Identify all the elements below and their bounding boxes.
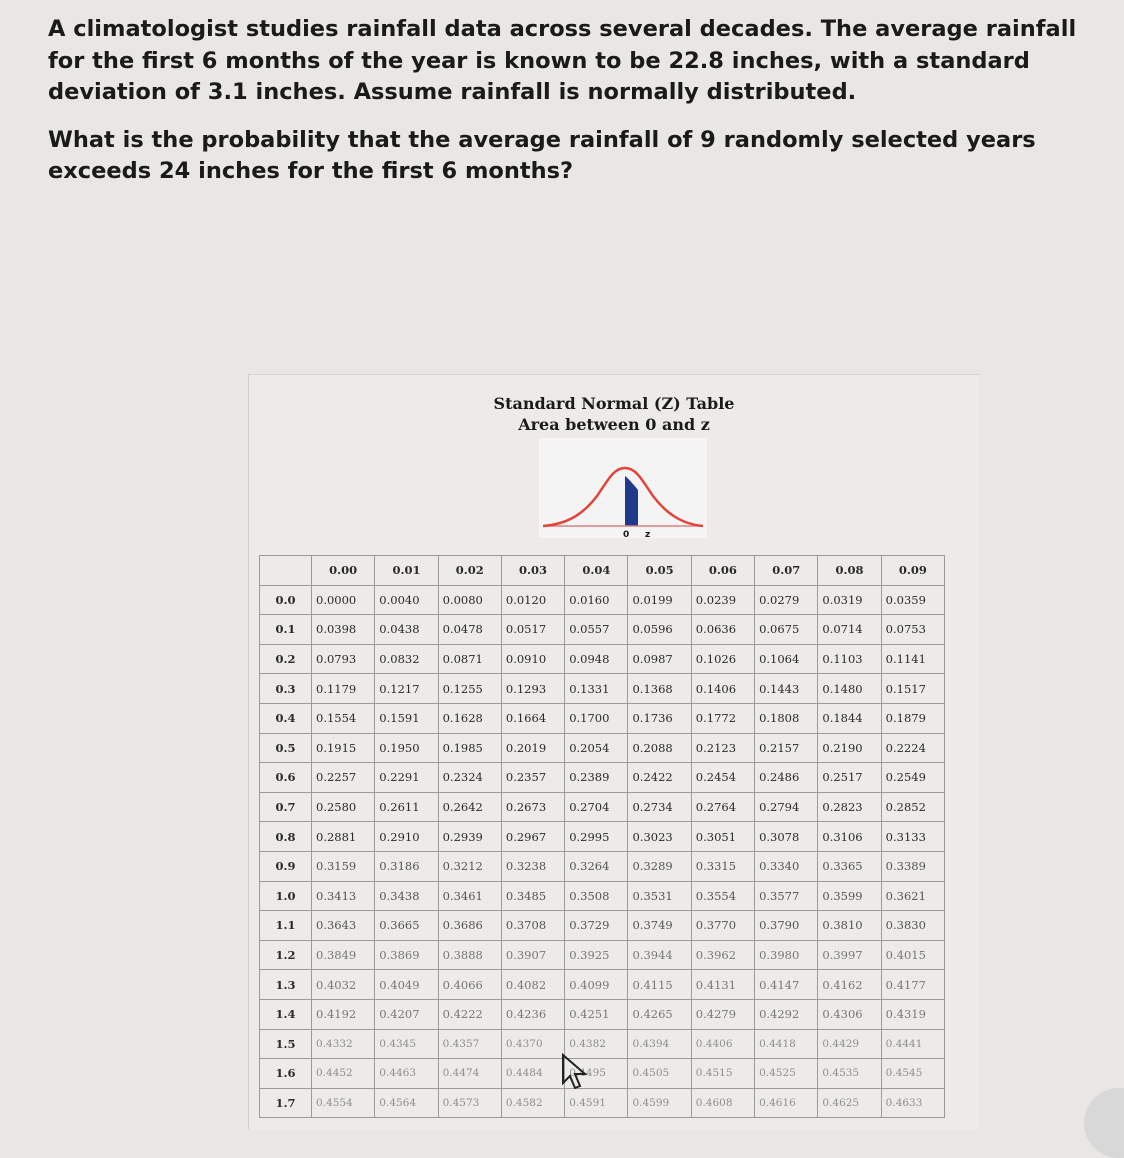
table-cell: 0.3944 (628, 940, 691, 970)
table-cell: 0.4192 (312, 999, 375, 1029)
row-header: 1.7 (260, 1088, 312, 1118)
table-row (260, 851, 945, 881)
table-cell: 0.1915 (312, 733, 375, 763)
table-cell: 0.2673 (501, 792, 564, 822)
table-cell: 0.1554 (312, 703, 375, 733)
table-row (260, 881, 945, 911)
column-header: 0.03 (501, 556, 564, 586)
z-table (259, 555, 945, 1118)
table-cell: 0.4251 (565, 999, 628, 1029)
table-cell: 0.3554 (691, 881, 754, 911)
table-cell: 0.0080 (438, 585, 501, 615)
table-cell: 0.0517 (501, 615, 564, 645)
table-cell: 0.2881 (312, 822, 375, 852)
column-header: 0.02 (438, 556, 501, 586)
table-cell: 0.3907 (501, 940, 564, 970)
table-cell: 0.4441 (881, 1029, 944, 1059)
table-cell: 0.0398 (312, 615, 375, 645)
table-cell: 0.3264 (565, 851, 628, 881)
table-cell: 0.0871 (438, 644, 501, 674)
table-cell: 0.1480 (818, 674, 881, 704)
table-cell: 0.3485 (501, 881, 564, 911)
normal-curve-diagram (539, 438, 707, 538)
table-cell: 0.3413 (312, 881, 375, 911)
table-cell: 0.4525 (755, 1059, 818, 1089)
table-cell: 0.1141 (881, 644, 944, 674)
table-cell: 0.2123 (691, 733, 754, 763)
table-cell: 0.4265 (628, 999, 691, 1029)
table-cell: 0.3212 (438, 851, 501, 881)
z-table-header-row (260, 556, 945, 586)
table-cell: 0.2517 (818, 763, 881, 793)
z-table-card (248, 374, 979, 1129)
table-cell: 0.3708 (501, 911, 564, 941)
column-header: 0.06 (691, 556, 754, 586)
row-header: 1.4 (260, 999, 312, 1029)
table-cell: 0.1700 (565, 703, 628, 733)
table-row (260, 644, 945, 674)
table-cell: 0.4625 (818, 1088, 881, 1118)
table-cell: 0.3869 (375, 940, 438, 970)
table-row (260, 999, 945, 1029)
table-cell: 0.4554 (312, 1088, 375, 1118)
table-cell: 0.4049 (375, 970, 438, 1000)
table-cell: 0.4131 (691, 970, 754, 1000)
table-cell: 0.3577 (755, 881, 818, 911)
table-cell: 0.2257 (312, 763, 375, 793)
table-cell: 0.3962 (691, 940, 754, 970)
table-cell: 0.4370 (501, 1029, 564, 1059)
table-cell: 0.3925 (565, 940, 628, 970)
table-cell: 0.4162 (818, 970, 881, 1000)
table-cell: 0.3790 (755, 911, 818, 941)
curve-background (539, 438, 707, 538)
table-cell: 0.4222 (438, 999, 501, 1029)
table-cell: 0.2357 (501, 763, 564, 793)
table-cell: 0.1179 (312, 674, 375, 704)
row-header: 0.1 (260, 615, 312, 645)
question-context: A climatologist studies rainfall data across several decades. The average rainfall for the first 6 months of the year is known to be 22.8 inches, with a standard deviation of 3.1 inches. Assume rainfall is normally distributed. (48, 16, 1077, 105)
column-header: 0.00 (312, 556, 375, 586)
table-cell: 0.0040 (375, 585, 438, 615)
table-cell: 0.4564 (375, 1088, 438, 1118)
table-cell: 0.4394 (628, 1029, 691, 1059)
table-cell: 0.2995 (565, 822, 628, 852)
table-cell: 0.3186 (375, 851, 438, 881)
question-prompt: What is the probability that the average rainfall of 9 randomly selected years exceeds 24 inches for the first 6 months? (48, 126, 1036, 184)
table-cell: 0.3686 (438, 911, 501, 941)
column-header: 0.07 (755, 556, 818, 586)
table-cell: 0.0987 (628, 644, 691, 674)
table-cell: 0.2611 (375, 792, 438, 822)
table-cell: 0.1064 (755, 644, 818, 674)
table-cell: 0.0832 (375, 644, 438, 674)
table-cell: 0.0596 (628, 615, 691, 645)
table-row (260, 674, 945, 704)
table-cell: 0.4066 (438, 970, 501, 1000)
column-header: 0.08 (818, 556, 881, 586)
table-cell: 0.3238 (501, 851, 564, 881)
table-cell: 0.2642 (438, 792, 501, 822)
row-header: 0.3 (260, 674, 312, 704)
table-cell: 0.0557 (565, 615, 628, 645)
table-cell: 0.4474 (438, 1059, 501, 1089)
table-cell: 0.3665 (375, 911, 438, 941)
table-cell: 0.3461 (438, 881, 501, 911)
table-cell: 0.4429 (818, 1029, 881, 1059)
table-cell: 0.1443 (755, 674, 818, 704)
table-cell: 0.0199 (628, 585, 691, 615)
row-header: 0.4 (260, 703, 312, 733)
table-cell: 0.3810 (818, 911, 881, 941)
column-header: 0.05 (628, 556, 691, 586)
table-cell: 0.2734 (628, 792, 691, 822)
table-row (260, 792, 945, 822)
table-cell: 0.4573 (438, 1088, 501, 1118)
table-cell: 0.1985 (438, 733, 501, 763)
table-cell: 0.2823 (818, 792, 881, 822)
table-cell: 0.1331 (565, 674, 628, 704)
table-cell: 0.3159 (312, 851, 375, 881)
table-cell: 0.2852 (881, 792, 944, 822)
row-header: 1.6 (260, 1059, 312, 1089)
table-cell: 0.2704 (565, 792, 628, 822)
table-cell: 0.3508 (565, 881, 628, 911)
table-row (260, 733, 945, 763)
row-header: 1.0 (260, 881, 312, 911)
table-cell: 0.4332 (312, 1029, 375, 1059)
row-header: 0.8 (260, 822, 312, 852)
table-cell: 0.3643 (312, 911, 375, 941)
table-cell: 0.0753 (881, 615, 944, 645)
table-row (260, 911, 945, 941)
table-cell: 0.4616 (755, 1088, 818, 1118)
table-cell: 0.3729 (565, 911, 628, 941)
table-row (260, 940, 945, 970)
table-cell: 0.3997 (818, 940, 881, 970)
table-cell: 0.1517 (881, 674, 944, 704)
table-row (260, 1088, 945, 1118)
table-cell: 0.4608 (691, 1088, 754, 1118)
curve-z-label: z (645, 530, 651, 538)
curve-zero-label: 0 (623, 530, 630, 538)
row-header: 1.1 (260, 911, 312, 941)
table-cell: 0.3365 (818, 851, 881, 881)
table-row (260, 585, 945, 615)
table-cell: 0.3980 (755, 940, 818, 970)
table-cell: 0.0319 (818, 585, 881, 615)
table-cell: 0.3023 (628, 822, 691, 852)
table-cell: 0.4319 (881, 999, 944, 1029)
table-cell: 0.3599 (818, 881, 881, 911)
table-cell: 0.1950 (375, 733, 438, 763)
table-cell: 0.1591 (375, 703, 438, 733)
table-cell: 0.3106 (818, 822, 881, 852)
table-cell: 0.2019 (501, 733, 564, 763)
table-cell: 0.2190 (818, 733, 881, 763)
table-cell: 0.4082 (501, 970, 564, 1000)
table-cell: 0.4015 (881, 940, 944, 970)
row-header: 0.7 (260, 792, 312, 822)
table-row (260, 1059, 945, 1089)
table-cell: 0.2389 (565, 763, 628, 793)
table-cell: 0.1293 (501, 674, 564, 704)
table-cell: 0.4406 (691, 1029, 754, 1059)
table-cell: 0.2910 (375, 822, 438, 852)
table-cell: 0.2054 (565, 733, 628, 763)
table-cell: 0.1368 (628, 674, 691, 704)
mouse-cursor-icon (561, 1053, 591, 1093)
table-cell: 0.0675 (755, 615, 818, 645)
table-cell: 0.3849 (312, 940, 375, 970)
table-row (260, 703, 945, 733)
table-cell: 0.1664 (501, 703, 564, 733)
table-cell: 0.0948 (565, 644, 628, 674)
table-cell: 0.3133 (881, 822, 944, 852)
table-cell: 0.2454 (691, 763, 754, 793)
table-cell: 0.3830 (881, 911, 944, 941)
table-row (260, 1029, 945, 1059)
table-cell: 0.4147 (755, 970, 818, 1000)
row-header: 1.2 (260, 940, 312, 970)
table-cell: 0.1808 (755, 703, 818, 733)
z-table-heading (249, 393, 979, 435)
table-row (260, 615, 945, 645)
table-cell: 0.1406 (691, 674, 754, 704)
table-cell: 0.1736 (628, 703, 691, 733)
table-cell: 0.0636 (691, 615, 754, 645)
table-cell: 0.3621 (881, 881, 944, 911)
table-cell: 0.3289 (628, 851, 691, 881)
z-table-title: Standard Normal (Z) Table (493, 394, 735, 413)
table-cell: 0.4306 (818, 999, 881, 1029)
table-cell: 0.4495 (565, 1059, 628, 1089)
table-cell: 0.2291 (375, 763, 438, 793)
table-cell: 0.3888 (438, 940, 501, 970)
table-cell: 0.4032 (312, 970, 375, 1000)
table-cell: 0.2967 (501, 822, 564, 852)
table-cell: 0.0000 (312, 585, 375, 615)
table-cell: 0.2224 (881, 733, 944, 763)
table-cell: 0.4236 (501, 999, 564, 1029)
table-cell: 0.0359 (881, 585, 944, 615)
table-cell: 0.3389 (881, 851, 944, 881)
table-cell: 0.1879 (881, 703, 944, 733)
row-header: 1.3 (260, 970, 312, 1000)
table-cell: 0.4452 (312, 1059, 375, 1089)
table-cell: 0.2324 (438, 763, 501, 793)
table-cell: 0.4177 (881, 970, 944, 1000)
table-cell: 0.4207 (375, 999, 438, 1029)
table-cell: 0.2157 (755, 733, 818, 763)
table-cell: 0.0160 (565, 585, 628, 615)
table-row (260, 970, 945, 1000)
table-cell: 0.2764 (691, 792, 754, 822)
column-header: 0.09 (881, 556, 944, 586)
question-text (48, 14, 1088, 188)
table-cell: 0.4099 (565, 970, 628, 1000)
table-cell: 0.3315 (691, 851, 754, 881)
table-cell: 0.0279 (755, 585, 818, 615)
column-header: 0.01 (375, 556, 438, 586)
table-cell: 0.4505 (628, 1059, 691, 1089)
row-header: 0.5 (260, 733, 312, 763)
table-row (260, 822, 945, 852)
z-table-subtitle: Area between 0 and z (518, 415, 710, 434)
table-cell: 0.3078 (755, 822, 818, 852)
table-cell: 0.1103 (818, 644, 881, 674)
row-header: 0.2 (260, 644, 312, 674)
table-cell: 0.2422 (628, 763, 691, 793)
row-header: 0.0 (260, 585, 312, 615)
table-cell: 0.3749 (628, 911, 691, 941)
column-header: 0.04 (565, 556, 628, 586)
table-cell: 0.2580 (312, 792, 375, 822)
row-header: 1.5 (260, 1029, 312, 1059)
table-cell: 0.2486 (755, 763, 818, 793)
table-cell: 0.4357 (438, 1029, 501, 1059)
table-row (260, 763, 945, 793)
table-cell: 0.2088 (628, 733, 691, 763)
table-cell: 0.4345 (375, 1029, 438, 1059)
table-cell: 0.1217 (375, 674, 438, 704)
table-cell: 0.0438 (375, 615, 438, 645)
table-cell: 0.0239 (691, 585, 754, 615)
table-cell: 0.4599 (628, 1088, 691, 1118)
table-cell: 0.4418 (755, 1029, 818, 1059)
table-cell: 0.3531 (628, 881, 691, 911)
table-cell: 0.1026 (691, 644, 754, 674)
table-cell: 0.1772 (691, 703, 754, 733)
table-cell: 0.4582 (501, 1088, 564, 1118)
table-cell: 0.1628 (438, 703, 501, 733)
table-cell: 0.4515 (691, 1059, 754, 1089)
table-cell: 0.3051 (691, 822, 754, 852)
table-cell: 0.4463 (375, 1059, 438, 1089)
table-cell: 0.4115 (628, 970, 691, 1000)
table-cell: 0.4484 (501, 1059, 564, 1089)
table-cell: 0.3340 (755, 851, 818, 881)
table-cell: 0.0714 (818, 615, 881, 645)
table-cell: 0.3770 (691, 911, 754, 941)
table-cell: 0.2939 (438, 822, 501, 852)
table-cell: 0.1255 (438, 674, 501, 704)
corner-cell (260, 556, 312, 586)
table-cell: 0.4545 (881, 1059, 944, 1089)
table-cell: 0.4382 (565, 1029, 628, 1059)
table-cell: 0.4279 (691, 999, 754, 1029)
table-cell: 0.3438 (375, 881, 438, 911)
corner-overlay-icon (1084, 1088, 1124, 1158)
table-cell: 0.4591 (565, 1088, 628, 1118)
table-cell: 0.1844 (818, 703, 881, 733)
table-cell: 0.0793 (312, 644, 375, 674)
table-cell: 0.0120 (501, 585, 564, 615)
table-cell: 0.0910 (501, 644, 564, 674)
table-cell: 0.4292 (755, 999, 818, 1029)
table-cell: 0.2794 (755, 792, 818, 822)
table-cell: 0.4633 (881, 1088, 944, 1118)
table-cell: 0.2549 (881, 763, 944, 793)
row-header: 0.6 (260, 763, 312, 793)
table-cell: 0.0478 (438, 615, 501, 645)
z-table-body (260, 585, 945, 1118)
table-cell: 0.4535 (818, 1059, 881, 1089)
row-header: 0.9 (260, 851, 312, 881)
